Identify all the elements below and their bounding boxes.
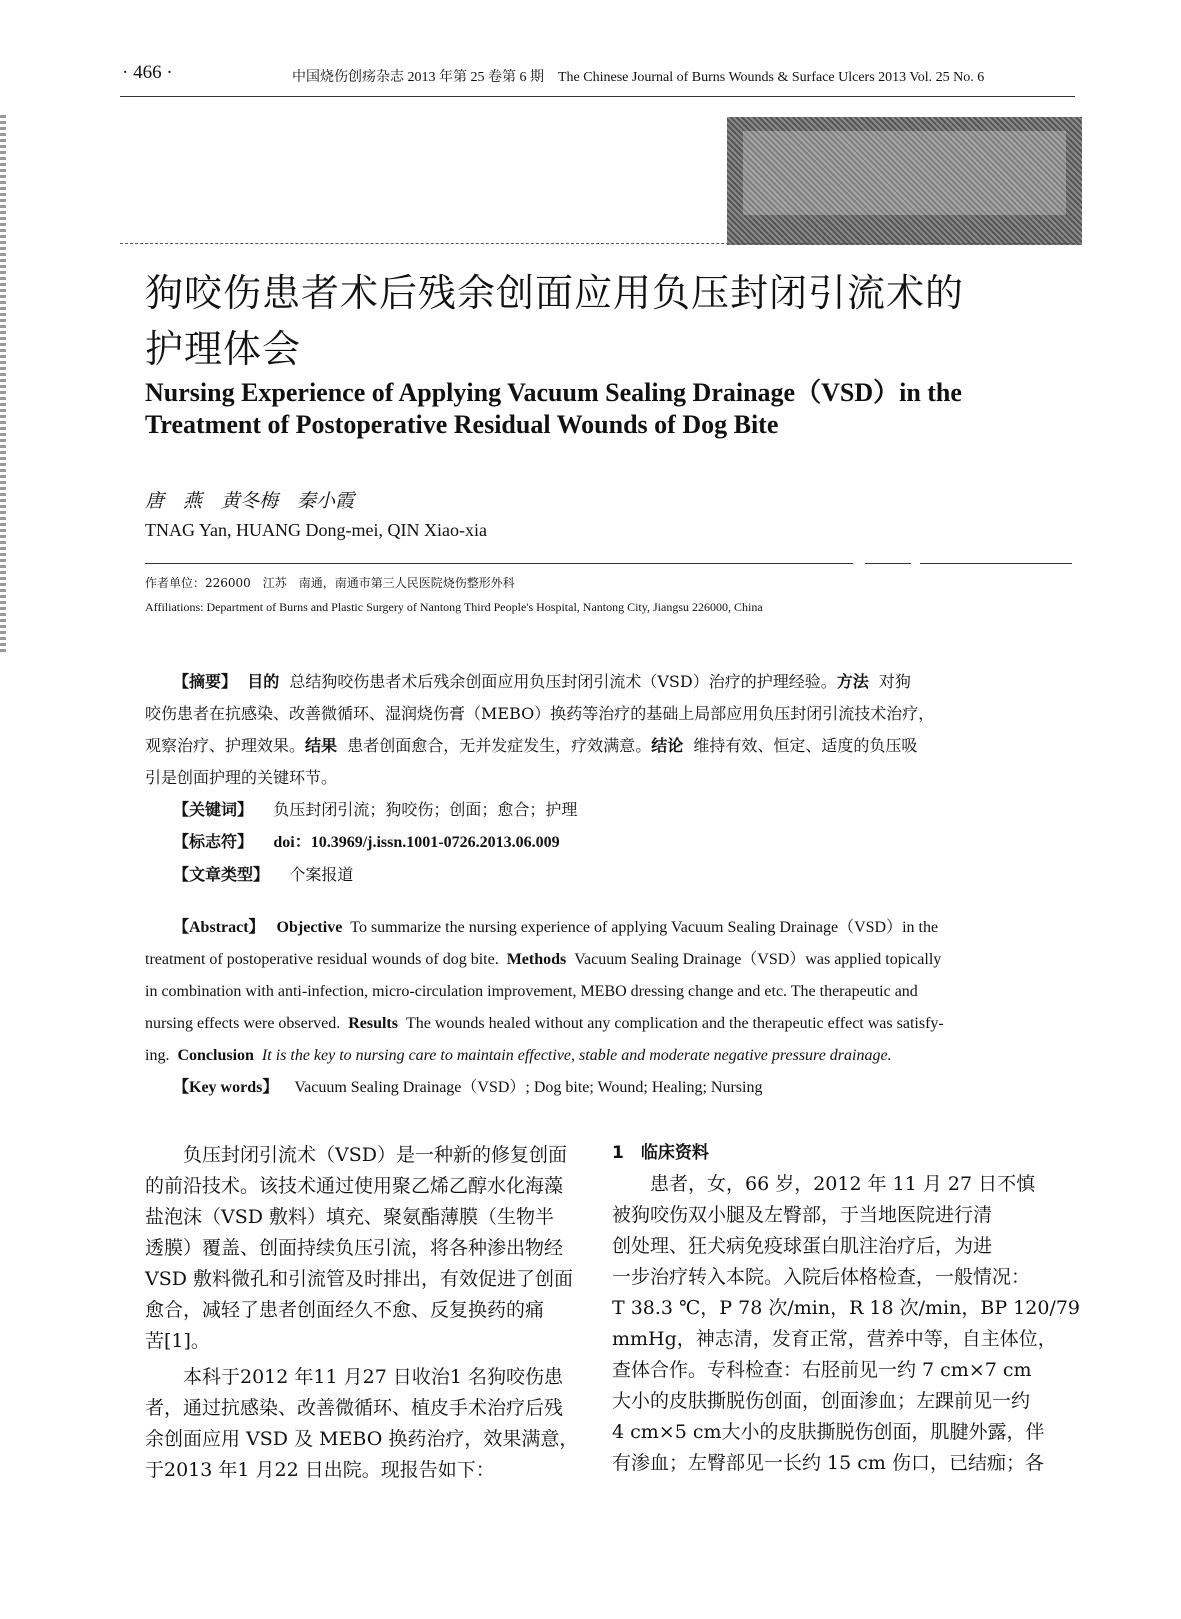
abstract-en-line1: To summarize the nursing experience of applying Vacuum Sealing Drainage（VSD）in the (350, 919, 939, 936)
title-cn-line2: 护理体会 (145, 327, 302, 371)
title-en-line2: Treatment of Postoperative Residual Wounds of Dog Bite (145, 410, 779, 439)
abstract-line4: 引是创面护理的关键环节。 (145, 768, 338, 787)
abstract-line2: 咬伤患者在抗感染、改善微循环、湿润烧伤膏（MEBO）换药等治疗的基础上局部应用负压封闭引流技术治疗， (145, 704, 935, 723)
identifier-label: 【标志符】 (173, 832, 254, 851)
abstract-en-line4a: nursing effects were observed. (145, 1015, 341, 1032)
abstract-line1-end: 对狗 (878, 672, 911, 691)
conclusion-en-label: Conclusion (177, 1047, 254, 1064)
keywords-cn-label: 【关键词】 (173, 800, 254, 819)
abstract-en-line5a: ing. (145, 1047, 170, 1064)
doi-identifier: doi：10.3969/j.issn.1001-0726.2013.06.009 (273, 834, 560, 851)
margin-stripe (0, 115, 6, 655)
abstract-cn (145, 666, 1045, 891)
body-right-line: 查体合作。专科检查：右胫前见一约 7 cm×7 cm (612, 1359, 1032, 1381)
affiliation-cn: 作者单位：226000 江苏 南通，南通市第三人民医院烧伤整形外科 (145, 576, 515, 590)
abstract-en-line2b: Vacuum Sealing Drainage（VSD）was applied topically (574, 951, 942, 968)
body-right-line: 有渗血；左臀部见一长约 15 cm 伤口，已结痂；各 (612, 1452, 1044, 1474)
keywords-en: Vacuum Sealing Drainage（VSD）; Dog bite; Wound; Healing; Nursing (294, 1079, 763, 1096)
author-rule-mid (865, 563, 911, 564)
body-right-column (612, 1138, 1081, 1479)
body-left-column (145, 1140, 579, 1486)
journal-running-title: 中国烧伤创疡杂志 2013 年第 25 卷第 6 期 The Chinese Journal of Burns Wounds & Surface Ulcers 2013 Vol. 25 No. 6 (292, 70, 985, 85)
keywords-en-label: 【Key words】 (173, 1079, 279, 1096)
abstract-en-line4b: The wounds healed without any complication and the therapeutic effect was satisfy- (405, 1015, 944, 1032)
conclusion-label: 结论 (651, 736, 684, 755)
keywords-cn: 负压封闭引流；狗咬伤；创面；愈合；护理 (273, 800, 578, 819)
abstract-line3a: 观察治疗、护理效果。 (145, 736, 306, 755)
body-left-p1-line: 负压封闭引流术（VSD）是一种新的修复创面 (183, 1144, 567, 1166)
header-rule (120, 96, 1075, 97)
page-number: · 466 · (122, 62, 173, 83)
abstract-line3c: 维持有效、恒定、适度的负压吸 (693, 736, 918, 755)
authors-en: TNAG Yan, HUANG Dong-mei, QIN Xiao-xia (145, 520, 487, 540)
column-badge-image (727, 117, 1082, 245)
abstract-line3b: 患者创面愈合，无并发症发生，疗效满意。 (347, 736, 652, 755)
abstract-label: 【摘要】 (173, 672, 238, 691)
abstract-en-line5b: It is the key to nursing care to maintain effective, stable and moderate negative pressure drainage. (261, 1047, 892, 1064)
body-left-p1-line: 愈合，减轻了患者创面经久不愈、反复换药的痛 (145, 1299, 545, 1321)
body-left-p2-line: 者，通过抗感染、改善微循环、植皮手术治疗后残 (145, 1397, 564, 1419)
objective-en-label: Objective (276, 919, 343, 936)
body-right-line: mmHg，神志清，发育正常，营养中等，自主体位， (612, 1328, 1057, 1350)
author-rule-left (145, 563, 853, 564)
abstract-objective-text: 总结狗咬伤患者术后残余创面应用负压封闭引流术（VSD）治疗的护理经验。 (289, 672, 837, 691)
body-right-line: 一步治疗转入本院。入院后体格检查，一般情况： (612, 1266, 1031, 1288)
body-right-line: 大小的皮肤撕脱伤创面，创面渗血；左踝前见一约 (612, 1390, 1031, 1412)
section-heading: 1 临床资料 (612, 1143, 709, 1163)
article-type-label: 【文章类型】 (173, 865, 270, 884)
body-right-line: 4 cm×5 cm大小的皮肤撕脱伤创面，肌腱外露，伴 (612, 1421, 1045, 1443)
abstract-en (145, 912, 1045, 1104)
body-left-p1-line: 透膜）覆盖、创面持续负压引流，将各种渗出物经 (145, 1237, 564, 1259)
results-label: 结果 (305, 736, 338, 755)
author-rule-right (920, 563, 1072, 564)
title-cn-line1: 狗咬伤患者术后残余创面应用负压封闭引流术的 (145, 271, 965, 315)
body-right-line: T 38.3 ℃，P 78 次/min，R 18 次/min，BP 120/79 (612, 1297, 1081, 1319)
methods-label: 方法 (836, 672, 869, 691)
authors-cn: 唐 燕 黄冬梅 秦小霞 (145, 490, 355, 512)
body-left-p1-line: VSD 敷料微孔和引流管及时排出，有效促进了创面 (145, 1268, 574, 1290)
dotted-rule (120, 243, 1075, 244)
body-right-line: 患者，女，66 岁，2012 年 11 月 27 日不慎 (650, 1173, 1036, 1195)
body-left-p2-line: 本科于2012 年11 月27 日收治1 名狗咬伤患 (183, 1366, 563, 1388)
body-right-line: 被狗咬伤双小腿及左臀部，于当地医院进行清 (612, 1204, 993, 1226)
body-left-p1-line: 的前沿技术。该技术通过使用聚乙烯乙醇水化海藻 (145, 1175, 564, 1197)
body-left-p2-line: 余创面应用 VSD 及 MEBO 换药治疗，效果满意， (145, 1428, 579, 1450)
body-left-p1-line: 苦[1]。 (145, 1330, 210, 1352)
affiliation-en: Affiliations: Department of Burns and Plastic Surgery of Nantong Third People's Hospital, Nantong City, Jiangsu 226000, China (145, 600, 763, 614)
abstract-en-line2a: treatment of postoperative residual wounds of dog bite. (145, 951, 499, 968)
objective-label: 目的 (247, 672, 280, 691)
results-en-label: Results (348, 1015, 398, 1032)
article-type: 个案报道 (289, 865, 354, 884)
body-right-line: 创处理、狂犬病免疫球蛋白肌注治疗后，为进 (612, 1235, 993, 1257)
body-left-p1-line: 盐泡沫（VSD 敷料）填充、聚氨酯薄膜（生物半 (145, 1206, 555, 1228)
methods-en-label: Methods (506, 951, 567, 968)
title-en-line1: Nursing Experience of Applying Vacuum Sealing Drainage（VSD）in the (145, 378, 962, 407)
abstract-en-label: 【Abstract】 (173, 919, 265, 936)
body-left-p2-line: 于2013 年1 月22 日出院。现报告如下： (145, 1459, 495, 1481)
abstract-en-line3: in combination with anti-infection, micro-circulation improvement, MEBO dressing change and etc. The therapeutic and (145, 983, 918, 1000)
